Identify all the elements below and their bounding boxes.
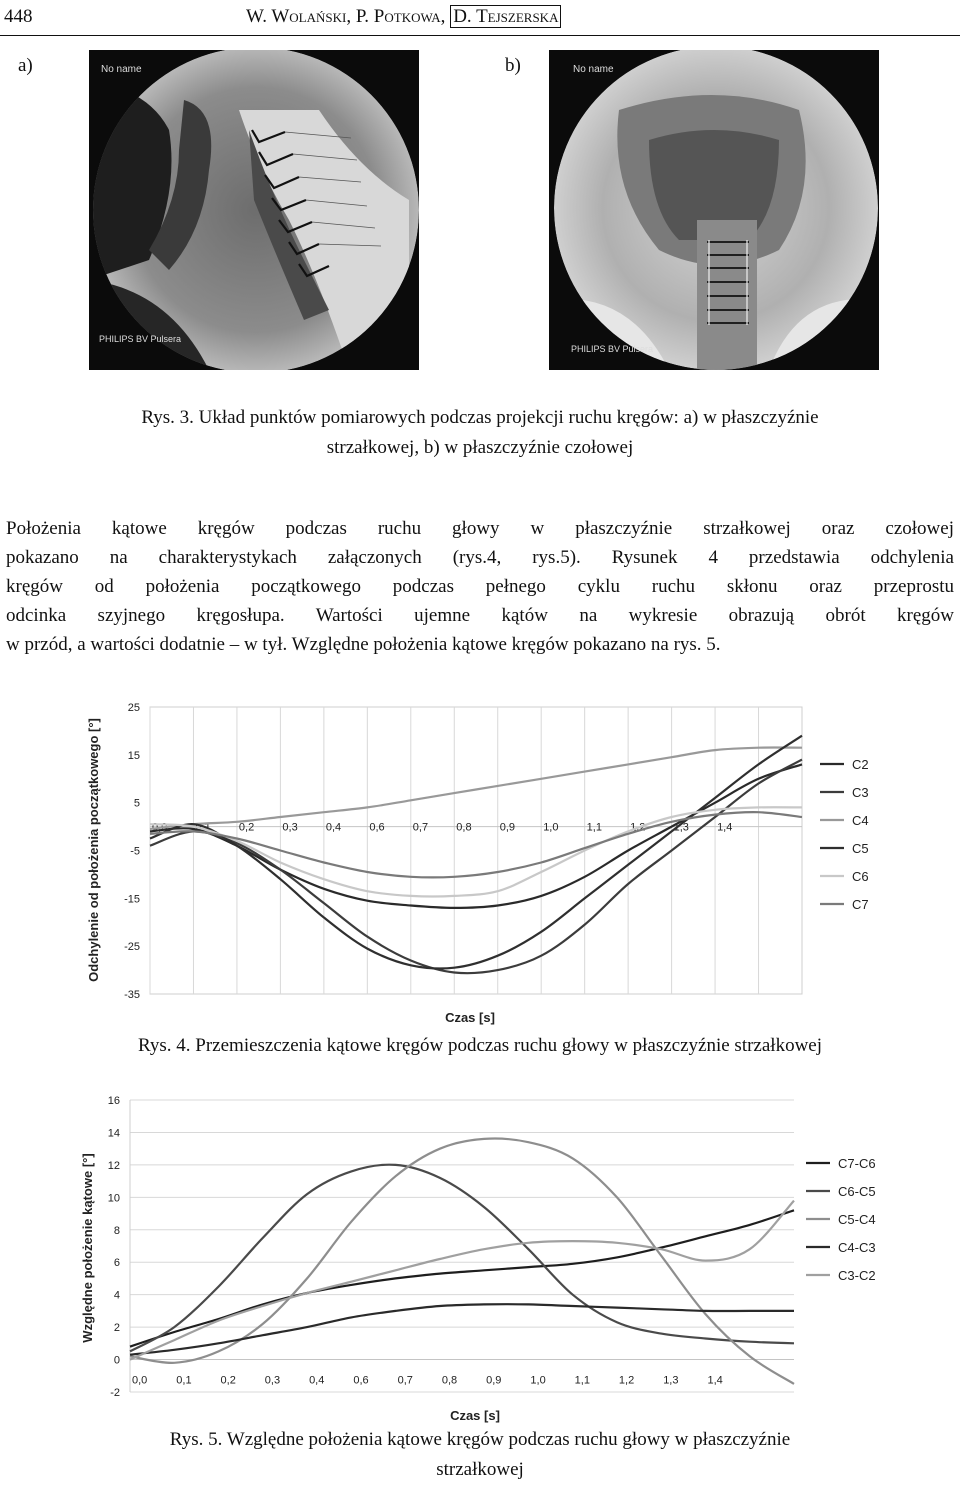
x-tick-label: 0,2 <box>220 1374 236 1387</box>
x-tick-label: 0,7 <box>412 821 429 834</box>
legend-label: C7 <box>852 897 869 912</box>
y-tick-label: 14 <box>107 1127 120 1140</box>
x-tick-label: 0,2 <box>238 821 255 834</box>
fig5-caption <box>0 1425 960 1485</box>
legend-label: C4 <box>852 813 869 828</box>
fig4-caption: Rys. 4. Przemieszczenia kątowe kręgów podczas ruchu głowy w płaszczyźnie strzałkowej <box>137 1035 823 1056</box>
legend-label: C5 <box>852 841 869 856</box>
legend-label: C3 <box>852 785 869 800</box>
x-tick-label: 0,0 <box>132 1374 148 1387</box>
authors-plain: W. Wolański, P. Potkowa, <box>246 6 446 27</box>
x-tick-label: 1,0 <box>530 1374 546 1387</box>
x-tick-label: 0,1 <box>176 1374 192 1387</box>
y-tick-label: -5 <box>130 845 140 858</box>
y-tick-label: 12 <box>107 1159 120 1172</box>
y-axis-title: Odchylenie od położenia początkowego [°] <box>86 718 101 982</box>
legend-label: C6-C5 <box>838 1184 876 1199</box>
fig3-label-b: b) <box>505 55 521 76</box>
x-axis-title: Czas [s] <box>450 1408 500 1423</box>
y-tick-label: 5 <box>133 797 140 810</box>
y-tick-label: -2 <box>110 1387 120 1399</box>
y-tick-label: -35 <box>124 989 140 1001</box>
y-tick-label: -25 <box>124 941 140 954</box>
series-line-C7-C6 <box>130 1210 794 1346</box>
legend-label: C6 <box>852 869 869 884</box>
legend-label: C2 <box>852 757 869 772</box>
legend-label: C4-C3 <box>838 1240 876 1255</box>
paragraph-line: pokazano na charakterystykach załączonych (rys.4, rys.5). Rysunek 4 przedstawia odchylenia <box>6 547 954 568</box>
xray-b-name: No name <box>573 64 614 75</box>
x-tick-label: 0,3 <box>264 1374 281 1387</box>
x-tick-label: 0,6 <box>353 1374 369 1387</box>
series-line-C3-C2 <box>130 1201 794 1360</box>
chart-rys4 <box>80 692 910 1027</box>
fig3-caption-line2: strzałkowej, b) w płaszczyźnie czołowej <box>326 437 634 458</box>
legend-label: C7-C6 <box>838 1156 876 1171</box>
frontal-markers <box>707 242 749 323</box>
x-tick-label: 1,0 <box>543 821 559 834</box>
xray-image-sagittal <box>89 50 419 370</box>
x-tick-label: 1,4 <box>707 1374 723 1387</box>
fig3-label-a: a) <box>18 55 33 76</box>
x-tick-label: 0,9 <box>499 821 516 834</box>
x-axis-title: Czas [s] <box>445 1010 495 1025</box>
y-tick-label: 8 <box>113 1224 120 1237</box>
series-line-C5-C4 <box>130 1139 794 1384</box>
header-rule <box>0 35 960 36</box>
series-line-C5 <box>150 736 802 969</box>
x-tick-label: 1,2 <box>618 1374 635 1387</box>
y-tick-label: 25 <box>127 702 140 714</box>
fig3-caption <box>0 403 960 463</box>
paragraph-line: kręgów od położenia początkowego podczas pełnego cyklu ruchu skłonu oraz przeprostu <box>6 576 954 597</box>
paragraph-line: w przód, a wartości dodatnie – w tył. Względne położenia kątowe kręgów pokazano na rys. 5. <box>6 634 721 655</box>
series-line-C2 <box>150 764 802 908</box>
page-number: 448 <box>4 6 33 27</box>
fig5-caption-line2: strzałkowej <box>436 1459 524 1480</box>
legend-label: C3-C2 <box>838 1268 876 1283</box>
x-tick-label: 1,1 <box>586 821 602 834</box>
y-tick-label: 2 <box>113 1322 120 1335</box>
xray-b-brand: PHILIPS BV Pulsera <box>571 344 654 354</box>
legend-label: C5-C4 <box>838 1212 876 1227</box>
x-tick-label: 0,4 <box>325 821 342 834</box>
xray-a-brand: PHILIPS BV Pulsera <box>99 334 182 344</box>
x-tick-label: 0,0 <box>152 821 168 834</box>
fig5-caption-line1: Rys. 5. Względne położenia kątowe kręgów podczas ruchu głowy w płaszczyźnie <box>169 1429 791 1450</box>
y-tick-label: 6 <box>113 1257 120 1270</box>
x-tick-label: 0,6 <box>369 821 385 834</box>
x-tick-label: 0,1 <box>195 821 211 834</box>
x-tick-label: 0,7 <box>397 1374 413 1387</box>
x-tick-label: 1,1 <box>574 1374 590 1387</box>
chart-rys5 <box>80 1088 910 1424</box>
x-tick-label: 0,9 <box>486 1374 502 1387</box>
xray-a-name: No name <box>101 64 142 75</box>
running-header <box>0 4 960 36</box>
y-tick-label: 0 <box>113 1354 120 1367</box>
x-tick-label: 0,3 <box>282 821 298 834</box>
y-tick-label: 15 <box>127 749 140 762</box>
x-tick-label: 0,8 <box>456 821 472 834</box>
y-tick-label: 16 <box>107 1095 120 1107</box>
authors <box>246 6 561 28</box>
x-tick-label: 1,4 <box>717 821 733 834</box>
y-axis-title: Względne położenie kątowe [°] <box>80 1153 95 1343</box>
body-paragraph <box>6 514 954 659</box>
x-tick-label: 1,3 <box>663 1374 679 1387</box>
series-line-C3 <box>150 760 802 974</box>
y-tick-label: 4 <box>113 1289 120 1302</box>
author-boxed: D. Tejszerska <box>450 5 561 28</box>
fig3-caption-line1: Rys. 3. Układ punktów pomiarowych podczas projekcji ruchu kręgów: a) w płaszczyźnie <box>141 407 819 428</box>
x-tick-label: 1,3 <box>673 821 689 834</box>
paragraph-line: odcinka szyjnego kręgosłupa. Wartości ujemne kątów na wykresie obrazują obrót kręgów <box>6 605 954 626</box>
y-tick-label: -15 <box>124 893 140 906</box>
xray-image-frontal <box>549 50 879 370</box>
x-tick-label: 0,4 <box>309 1374 325 1387</box>
y-tick-label: 10 <box>107 1192 120 1205</box>
x-tick-label: 0,8 <box>441 1374 458 1387</box>
paragraph-line: Położenia kątowe kręgów podczas ruchu głowy w płaszczyźnie strzałkowej oraz czołowej <box>6 518 954 539</box>
x-tick-label: 1,2 <box>630 821 646 834</box>
